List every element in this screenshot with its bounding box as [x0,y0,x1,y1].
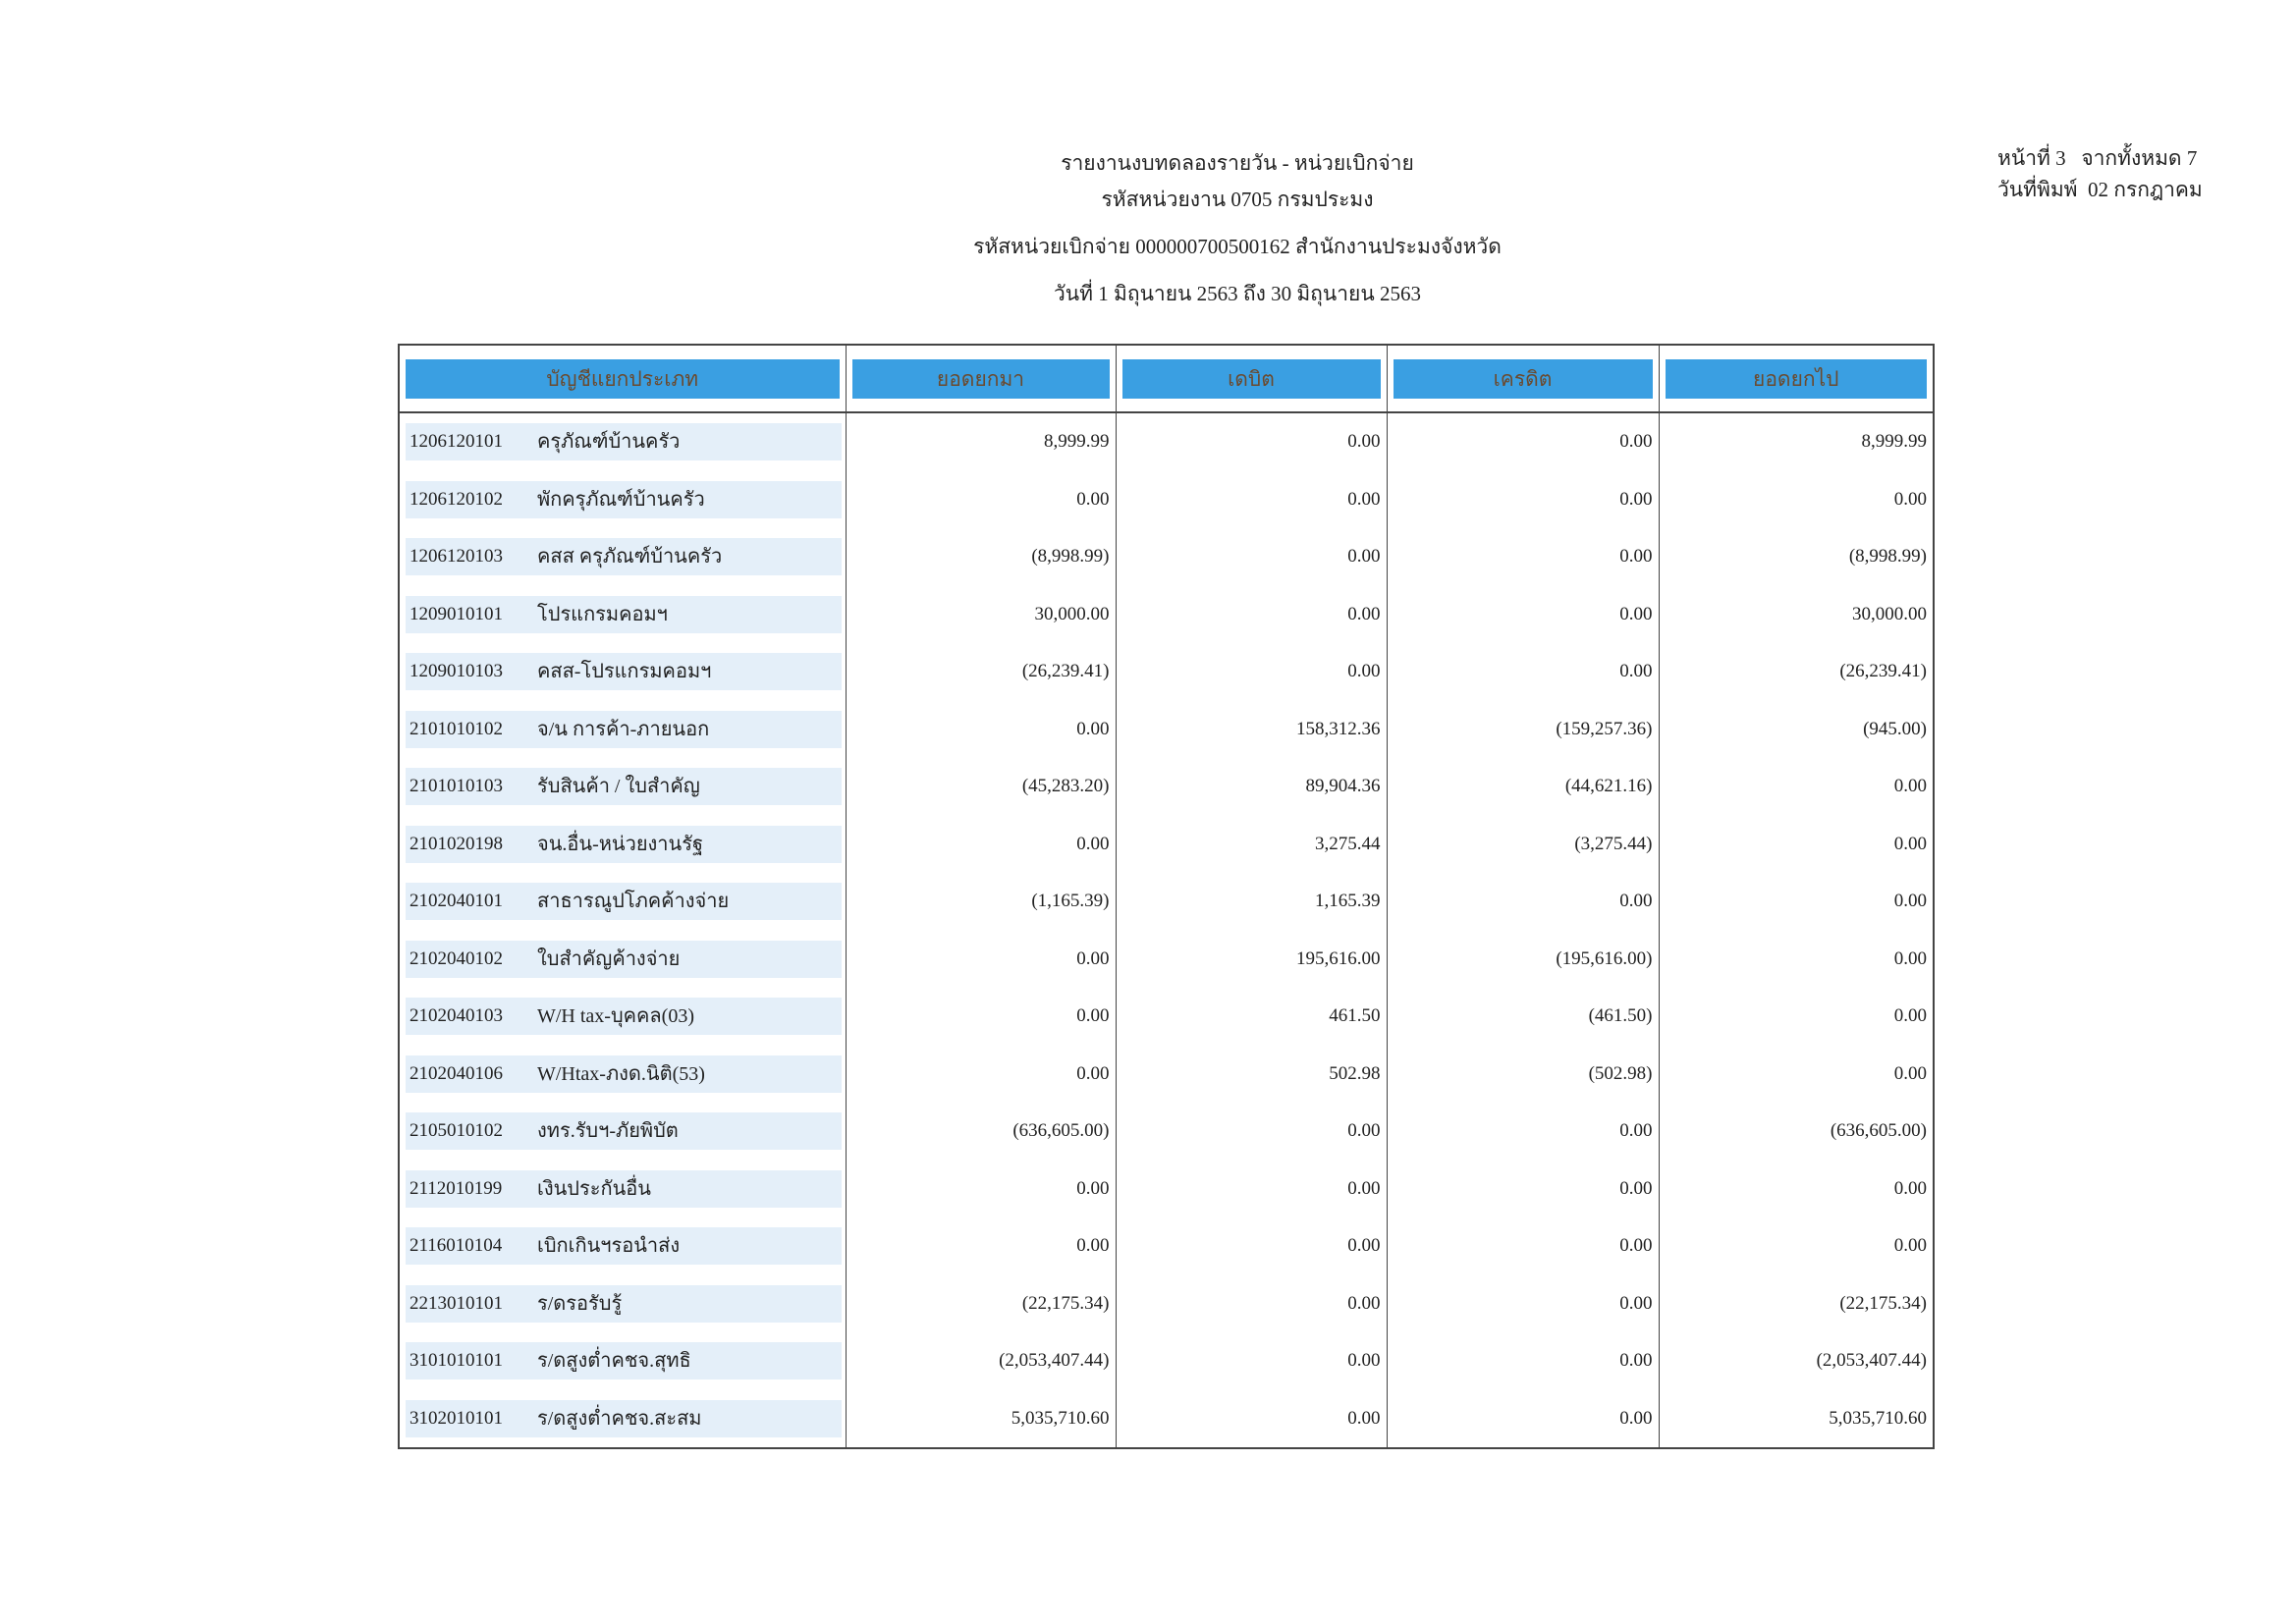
opening-balance: 0.00 [846,931,1116,989]
account-name: เบิกเกินฯรอนำส่ง [537,1235,681,1258]
page-info: หน้าที่ 3 จากทั้งหมด 7 [1997,146,2198,170]
table-row [399,1217,1934,1275]
account-name: W/H tax-บุคคล(03) [537,1005,694,1028]
debit: 0.00 [1116,1275,1387,1333]
account-name: เงินประกันอื่น [537,1177,651,1200]
closing-balance: 5,035,710.60 [1659,1390,1934,1449]
opening-balance: 0.00 [846,471,1116,529]
credit: 0.00 [1387,471,1659,529]
account-cell [399,758,846,816]
debit: 461.50 [1116,988,1387,1046]
closing-balance: 0.00 [1659,816,1934,874]
table-row [399,1103,1934,1161]
credit: 0.00 [1387,1103,1659,1161]
account-name: คสส ครุภัณฑ์บ้านครัว [537,546,723,568]
account-cell [399,931,846,989]
account-code: 1209010101 [410,603,503,624]
table-row [399,873,1934,931]
opening-balance: (1,165.39) [846,873,1116,931]
account [406,768,842,805]
debit: 0.00 [1116,643,1387,701]
account-cell [399,1161,846,1218]
closing-balance: 0.00 [1659,873,1934,931]
account [406,538,842,575]
account-cell [399,701,846,759]
credit: (502.98) [1387,1046,1659,1104]
closing-balance: 0.00 [1659,471,1934,529]
closing-balance: (8,998.99) [1659,528,1934,586]
closing-balance: 0.00 [1659,988,1934,1046]
opening-balance: (636,605.00) [846,1103,1116,1161]
account-code: 2116010104 [410,1235,503,1257]
account-cell [399,643,846,701]
closing-balance: 0.00 [1659,758,1934,816]
closing-balance: (22,175.34) [1659,1275,1934,1333]
account-cell [399,412,846,471]
debit: 0.00 [1116,586,1387,644]
credit: (3,275.44) [1387,816,1659,874]
account [406,883,842,920]
account-cell [399,1046,846,1104]
account [406,941,842,978]
agency-code: รหัสหน่วยงาน 0705 กรมประมง [1101,188,1374,211]
account-name: ใบสำคัญค้างจ่าย [537,947,681,970]
closing-balance: 8,999.99 [1659,412,1934,471]
account-cell [399,873,846,931]
debit: 0.00 [1116,1332,1387,1390]
account-cell [399,988,846,1046]
account-name: คสส-โปรแกรมคอมฯ [537,661,712,683]
closing-balance: 0.00 [1659,931,1934,989]
debit: 0.00 [1116,1390,1387,1449]
closing-balance: 30,000.00 [1659,586,1934,644]
credit: (159,257.36) [1387,701,1659,759]
account-cell [399,1103,846,1161]
debit: 502.98 [1116,1046,1387,1104]
account-name: จน.อื่น-หน่วยงานรัฐ [537,833,703,855]
opening-balance: 0.00 [846,988,1116,1046]
account [406,481,842,518]
col-header-account-label: บัญชีแยกประเภท [406,359,840,399]
table-row [399,1332,1934,1390]
debit: 0.00 [1116,528,1387,586]
account-code: 3102010101 [410,1407,503,1429]
credit: (195,616.00) [1387,931,1659,989]
table-row [399,1275,1934,1333]
credit: (461.50) [1387,988,1659,1046]
opening-balance: 0.00 [846,701,1116,759]
account-name: พักครุภัณฑ์บ้านครัว [537,488,705,511]
account-cell [399,528,846,586]
credit: 0.00 [1387,1275,1659,1333]
account [406,596,842,633]
trial-balance-table [398,344,1935,1449]
credit: 0.00 [1387,528,1659,586]
table-row [399,931,1934,989]
account-code: 2213010101 [410,1292,503,1314]
debit: 0.00 [1116,1217,1387,1275]
print-date: วันที่พิมพ์ 02 กรกฎาคม [1997,178,2203,201]
col-header-opening [846,345,1116,412]
account [406,711,842,748]
credit: 0.00 [1387,1161,1659,1218]
table-row [399,758,1934,816]
opening-balance: (22,175.34) [846,1275,1116,1333]
account-code: 2112010199 [410,1177,503,1199]
credit: (44,621.16) [1387,758,1659,816]
account-cell [399,1217,846,1275]
opening-balance: (8,998.99) [846,528,1116,586]
account-name: ร/ดสูงต่ำคชจ.สะสม [537,1407,702,1430]
account-name: งทร.รับฯ-ภัยพิบัต [537,1120,679,1143]
col-header-closing-label: ยอดยกไป [1666,359,1928,399]
table-row [399,1161,1934,1218]
account-code: 2105010102 [410,1120,503,1142]
table-row [399,412,1934,471]
debit: 89,904.36 [1116,758,1387,816]
account-name: ร/ดสูงต่ำคชจ.สุทธิ [537,1350,691,1373]
debit: 195,616.00 [1116,931,1387,989]
col-header-account [399,345,846,412]
account-name: ร/ดรอรับรู้ [537,1292,623,1315]
table-row [399,988,1934,1046]
account [406,1112,842,1150]
table-row [399,1046,1934,1104]
table-row [399,701,1934,759]
credit: 0.00 [1387,1217,1659,1275]
account-code: 2101010102 [410,718,503,739]
account-name: สาธารณูปโภคค้างจ่าย [537,891,730,913]
report-title: รายงานงบทดลองรายวัน - หน่วยเบิกจ่าย [1061,151,1414,175]
report-period: วันที่ 1 มิถุนายน 2563 ถึง 30 มิถุนายน 2563 [1054,282,1421,305]
col-header-opening-label: ยอดยกมา [852,359,1110,399]
debit: 3,275.44 [1116,816,1387,874]
account-code: 2101020198 [410,833,503,854]
col-header-closing [1659,345,1934,412]
debit: 0.00 [1116,1161,1387,1218]
account-code: 2102040103 [410,1005,503,1027]
col-header-debit [1116,345,1387,412]
closing-balance: 0.00 [1659,1161,1934,1218]
account-name: รับสินค้า / ใบสำคัญ [537,776,700,798]
credit: 0.00 [1387,1390,1659,1449]
account [406,423,842,460]
disbursing-unit: รหัสหน่วยเบิกจ่าย 000000700500162 สำนักงานประมงจังหวัด [973,235,1502,258]
table-row [399,528,1934,586]
account [406,653,842,690]
closing-balance: (945.00) [1659,701,1934,759]
table-row [399,816,1934,874]
account-code: 1206120101 [410,431,503,453]
table-row [399,471,1934,529]
opening-balance: 8,999.99 [846,412,1116,471]
account-name: W/Htax-ภงด.นิติ(53) [537,1062,705,1085]
account-code: 3101010101 [410,1350,503,1372]
closing-balance: (26,239.41) [1659,643,1934,701]
debit: 0.00 [1116,412,1387,471]
table-row [399,586,1934,644]
account [406,1055,842,1093]
account [406,998,842,1035]
account [406,1342,842,1380]
account [406,826,842,863]
credit: 0.00 [1387,586,1659,644]
closing-balance: (636,605.00) [1659,1103,1934,1161]
account [406,1227,842,1265]
account [406,1400,842,1437]
credit: 0.00 [1387,643,1659,701]
opening-balance: 30,000.00 [846,586,1116,644]
account-cell [399,586,846,644]
table-header-row [399,345,1934,412]
closing-balance: 0.00 [1659,1217,1934,1275]
account-cell [399,1275,846,1333]
closing-balance: (2,053,407.44) [1659,1332,1934,1390]
debit: 0.00 [1116,471,1387,529]
debit: 1,165.39 [1116,873,1387,931]
table-row [399,643,1934,701]
opening-balance: (45,283.20) [846,758,1116,816]
account-code: 2102040101 [410,891,503,912]
account-code: 1206120103 [410,546,503,568]
credit: 0.00 [1387,1332,1659,1390]
account-cell [399,471,846,529]
account-name: จ/น การค้า-ภายนอก [537,718,710,740]
account [406,1285,842,1323]
debit: 0.00 [1116,1103,1387,1161]
opening-balance: 5,035,710.60 [846,1390,1116,1449]
account-name: ครุภัณฑ์บ้านครัว [537,431,681,454]
opening-balance: 0.00 [846,1161,1116,1218]
col-header-debit-label: เดบิต [1122,359,1381,399]
account-cell [399,1332,846,1390]
account-code: 2101010103 [410,776,503,797]
closing-balance: 0.00 [1659,1046,1934,1104]
account-code: 1206120102 [410,488,503,510]
account-name: โปรแกรมคอมฯ [537,603,668,625]
opening-balance: (26,239.41) [846,643,1116,701]
opening-balance: 0.00 [846,1046,1116,1104]
col-header-credit-label: เครดิต [1394,359,1653,399]
opening-balance: 0.00 [846,1217,1116,1275]
col-header-credit [1387,345,1659,412]
account-cell [399,1390,846,1449]
account [406,1170,842,1208]
account-code: 2102040102 [410,947,503,969]
debit: 158,312.36 [1116,701,1387,759]
table-row [399,1390,1934,1449]
opening-balance: 0.00 [846,816,1116,874]
account-code: 1209010103 [410,661,503,682]
account-code: 2102040106 [410,1062,503,1084]
credit: 0.00 [1387,412,1659,471]
opening-balance: (2,053,407.44) [846,1332,1116,1390]
credit: 0.00 [1387,873,1659,931]
account-cell [399,816,846,874]
